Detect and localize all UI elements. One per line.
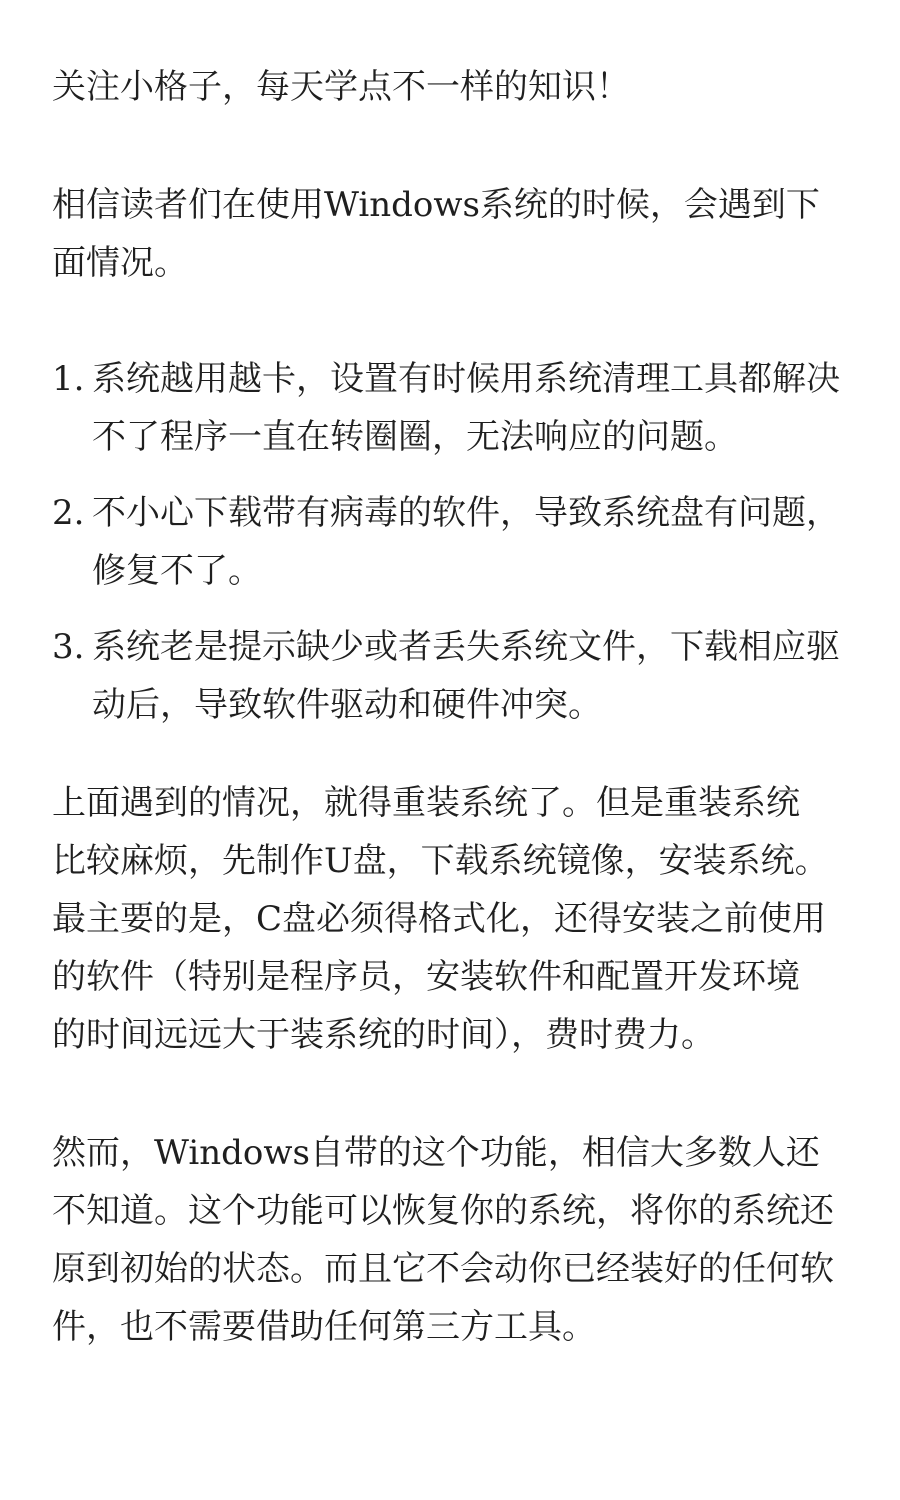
intro-line: 关注小格子，每天学点不一样的知识！ bbox=[52, 67, 630, 107]
paragraph-windows-feature: 然而，Windows自带的这个功能，相信大多数人还不知道。这个功能可以恢复你的系统，将你的系统还原到初始的状态。而且它不会动你已经装好的任何软件，也不需要借助任何第三方工具。 bbox=[52, 1133, 834, 1347]
problem-list bbox=[52, 350, 850, 734]
list-item bbox=[52, 484, 852, 600]
list-item bbox=[52, 618, 852, 734]
list-item-number: 2. bbox=[52, 493, 85, 533]
paragraph-reinstall: 上面遇到的情况，就得重装系统了。但是重装系统比较麻烦，先制作U盘，下载系统镜像，安装系统。最主要的是，C盘必须得格式化，还得安装之前使用的软件（特别是程序员，安装软件和配置开发环境的时间远远大于装系统的时间），费时费力。 bbox=[52, 783, 829, 1055]
list-item-text: 系统越用越卡，设置有时候用系统清理工具都解决不了程序一直在转圈圈，无法响应的问题。 bbox=[92, 359, 840, 457]
list-item-text: 不小心下载带有病毒的软件，导致系统盘有问题，修复不了。 bbox=[92, 493, 840, 591]
paragraph-problem-intro: 相信读者们在使用Windows系统的时候，会遇到下面情况。 bbox=[52, 185, 820, 283]
list-item-number: 1. bbox=[52, 359, 85, 399]
list-item bbox=[52, 350, 852, 466]
list-item-text: 系统老是提示缺少或者丢失系统文件，下载相应驱动后，导致软件驱动和硬件冲突。 bbox=[92, 627, 840, 725]
list-item-number: 3. bbox=[52, 627, 85, 667]
